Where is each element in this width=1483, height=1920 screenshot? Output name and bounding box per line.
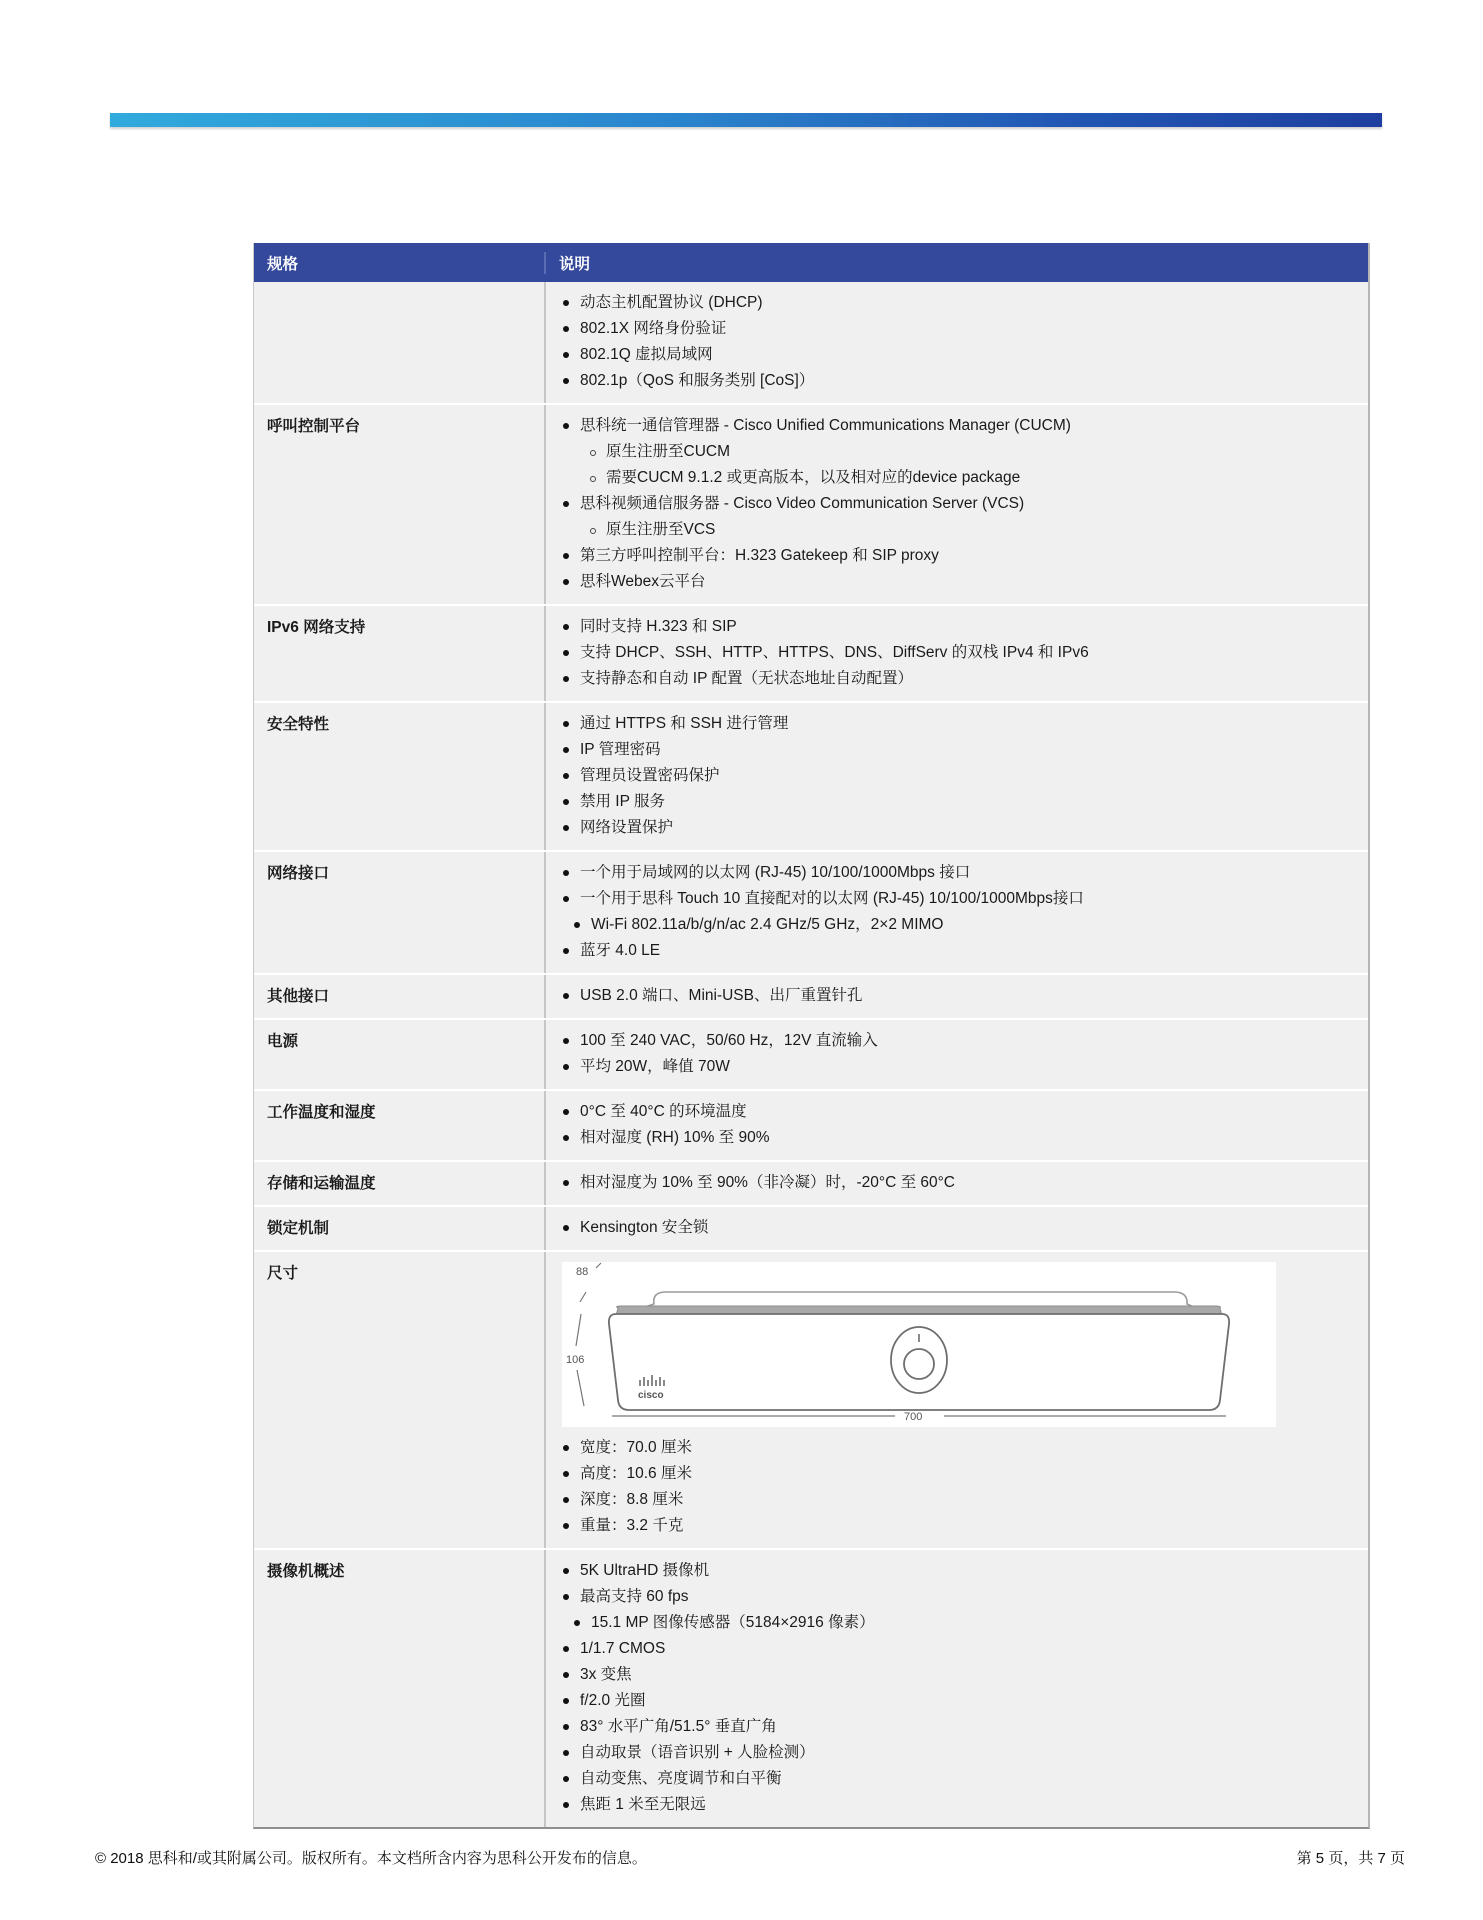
- table-row: [254, 703, 1368, 852]
- dimension-depth-label: 88: [576, 1266, 589, 1278]
- spec-item: 自动变焦、亮度调节和白平衡: [560, 1766, 1356, 1792]
- spec-item: 5K UltraHD 摄像机: [560, 1558, 1356, 1584]
- spec-row-description: [544, 703, 1368, 850]
- spec-item: 0°C 至 40°C 的环境温度: [560, 1099, 1356, 1125]
- spec-item: Wi-Fi 802.11a/b/g/n/ac 2.4 GHz/5 GHz，2×2 MIMO: [571, 912, 1356, 938]
- spec-item: f/2.0 光圈: [560, 1688, 1356, 1714]
- spec-item: 通过 HTTPS 和 SSH 进行管理: [560, 711, 1356, 737]
- camera-lens-inner: [904, 1349, 934, 1379]
- spec-table-header-desc: 说明: [544, 252, 1368, 274]
- spec-item: 动态主机配置协议 (DHCP): [560, 290, 1356, 316]
- spec-item: 原生注册至VCS: [560, 517, 1356, 543]
- spec-item-list: [560, 983, 1356, 1009]
- table-row: [254, 282, 1368, 405]
- spec-item-list: [560, 413, 1356, 595]
- spec-item-list: [560, 860, 1356, 964]
- spec-item: 高度：10.6 厘米: [560, 1461, 1356, 1487]
- table-row: [254, 606, 1368, 703]
- spec-row-label: 工作温度和湿度: [267, 1104, 376, 1121]
- spec-row-label: 安全特性: [267, 716, 330, 733]
- spec-item-list: [560, 1558, 1356, 1818]
- spec-item: 重量：3.2 千克: [560, 1513, 1356, 1539]
- spec-row-label: 锁定机制: [267, 1220, 330, 1237]
- spec-item: 相对湿度 (RH) 10% 至 90%: [560, 1125, 1356, 1151]
- spec-item: 管理员设置密码保护: [560, 763, 1356, 789]
- spec-item: 802.1X 网络身份验证: [560, 316, 1356, 342]
- spec-row-description: [544, 1252, 1368, 1548]
- spec-item: 83° 水平广角/51.5° 垂直广角: [560, 1714, 1356, 1740]
- spec-item: 蓝牙 4.0 LE: [560, 938, 1356, 964]
- spec-table: [253, 243, 1370, 1829]
- table-row: [254, 1162, 1368, 1207]
- spec-item: 同时支持 H.323 和 SIP: [560, 614, 1356, 640]
- spec-item: USB 2.0 端口、Mini-USB、出厂重置针孔: [560, 983, 1356, 1009]
- spec-item-list: [560, 711, 1356, 841]
- spec-row-description: [544, 1162, 1368, 1205]
- spec-item: Kensington 安全锁: [560, 1215, 1356, 1241]
- spec-row-description: [544, 606, 1368, 701]
- spec-table-body: [254, 282, 1368, 1827]
- spec-item: 深度：8.8 厘米: [560, 1487, 1356, 1513]
- spec-item: 思科视频通信服务器 - Cisco Video Communication Server (VCS): [560, 491, 1356, 517]
- spec-row-label: IPv6 网络支持: [267, 619, 366, 636]
- spec-item: 思科Webex云平台: [560, 569, 1356, 595]
- spec-item-list: [560, 1028, 1356, 1080]
- spec-row-label: 摄像机概述: [267, 1563, 345, 1580]
- dimension-width-label: 700: [904, 1411, 923, 1423]
- spec-row-description: [544, 1550, 1368, 1827]
- spec-item: 相对湿度为 10% 至 90%（非冷凝）时，-20°C 至 60°C: [560, 1170, 1356, 1196]
- spec-row-description: [544, 1020, 1368, 1089]
- spec-row-label: [254, 282, 544, 403]
- spec-row-description: [544, 1207, 1368, 1250]
- spec-row-description: [544, 405, 1368, 604]
- table-row: [254, 1550, 1368, 1827]
- spec-item: 网络设置保护: [560, 815, 1356, 841]
- spec-item-list: [560, 1215, 1356, 1241]
- table-row: [254, 1020, 1368, 1091]
- spec-row-description: [544, 1091, 1368, 1160]
- spec-item: 最高支持 60 fps: [560, 1584, 1356, 1610]
- spec-item-list: [560, 290, 1356, 394]
- spec-table-header: [254, 243, 1368, 282]
- spec-row-label: 电源: [267, 1033, 299, 1050]
- spec-item: 自动取景（语音识别 + 人脸检测）: [560, 1740, 1356, 1766]
- spec-item: 思科统一通信管理器 - Cisco Unified Communications Manager (CUCM): [560, 413, 1356, 439]
- spec-item: 一个用于局域网的以太网 (RJ-45) 10/100/1000Mbps 接口: [560, 860, 1356, 886]
- table-row: [254, 1091, 1368, 1162]
- footer-copyright: © 2018 思科和/或其附属公司。版权所有。本文档所含内容为思科公开发布的信息。: [95, 1850, 647, 1867]
- spec-item: 支持静态和自动 IP 配置（无状态地址自动配置）: [560, 666, 1356, 692]
- spec-item: 第三方呼叫控制平台：H.323 Gatekeep 和 SIP proxy: [560, 543, 1356, 569]
- table-row: [254, 1207, 1368, 1252]
- spec-item: 15.1 MP 图像传感器（5184×2916 像素）: [571, 1610, 1356, 1636]
- spec-item-list: [560, 1099, 1356, 1151]
- spec-row-label: 尺寸: [267, 1265, 299, 1282]
- spec-item: 禁用 IP 服务: [560, 789, 1356, 815]
- spec-row-label: 网络接口: [267, 865, 330, 882]
- spec-item: 100 至 240 VAC，50/60 Hz，12V 直流输入: [560, 1028, 1356, 1054]
- spec-item: 原生注册至CUCM: [560, 439, 1356, 465]
- spec-item: 802.1Q 虚拟局域网: [560, 342, 1356, 368]
- spec-item: 3x 变焦: [560, 1662, 1356, 1688]
- spec-item: 802.1p（QoS 和服务类别 [CoS]）: [560, 368, 1356, 394]
- page-accent-bar: [110, 113, 1382, 127]
- spec-item-list: [560, 1435, 1356, 1539]
- spec-item-list: [560, 1170, 1356, 1196]
- spec-row-description: [544, 282, 1368, 403]
- spec-row-description: [544, 975, 1368, 1018]
- spec-row-label: 其他接口: [267, 988, 330, 1005]
- table-row: [254, 975, 1368, 1020]
- spec-item: 焦距 1 米至无限远: [560, 1792, 1356, 1818]
- spec-item: 支持 DHCP、SSH、HTTP、HTTPS、DNS、DiffServ 的双栈 IPv4 和 IPv6: [560, 640, 1356, 666]
- spec-item: 一个用于思科 Touch 10 直接配对的以太网 (RJ-45) 10/100/1000Mbps接口: [560, 886, 1356, 912]
- spec-item-list: [560, 614, 1356, 692]
- spec-item: 宽度：70.0 厘米: [560, 1435, 1356, 1461]
- spec-table-header-spec: 规格: [267, 255, 299, 273]
- spec-item: 平均 20W，峰值 70W: [560, 1054, 1356, 1080]
- table-row: [254, 405, 1368, 606]
- table-row: [254, 1252, 1368, 1550]
- dimensions-figure: [562, 1262, 1276, 1427]
- spec-item: 1/1.7 CMOS: [560, 1636, 1356, 1662]
- spec-row-label: 呼叫控制平台: [267, 418, 361, 435]
- dimension-height-label: 106: [566, 1354, 585, 1366]
- spec-row-label: 存储和运输温度: [267, 1175, 376, 1192]
- spec-item: IP 管理密码: [560, 737, 1356, 763]
- spec-item: 需要CUCM 9.1.2 或更高版本，以及相对应的device package: [560, 465, 1356, 491]
- cisco-logo-text: cisco: [638, 1390, 664, 1401]
- spec-row-description: [544, 852, 1368, 973]
- table-row: [254, 852, 1368, 975]
- footer-page-number: 第 5 页，共 7 页: [1296, 1850, 1405, 1867]
